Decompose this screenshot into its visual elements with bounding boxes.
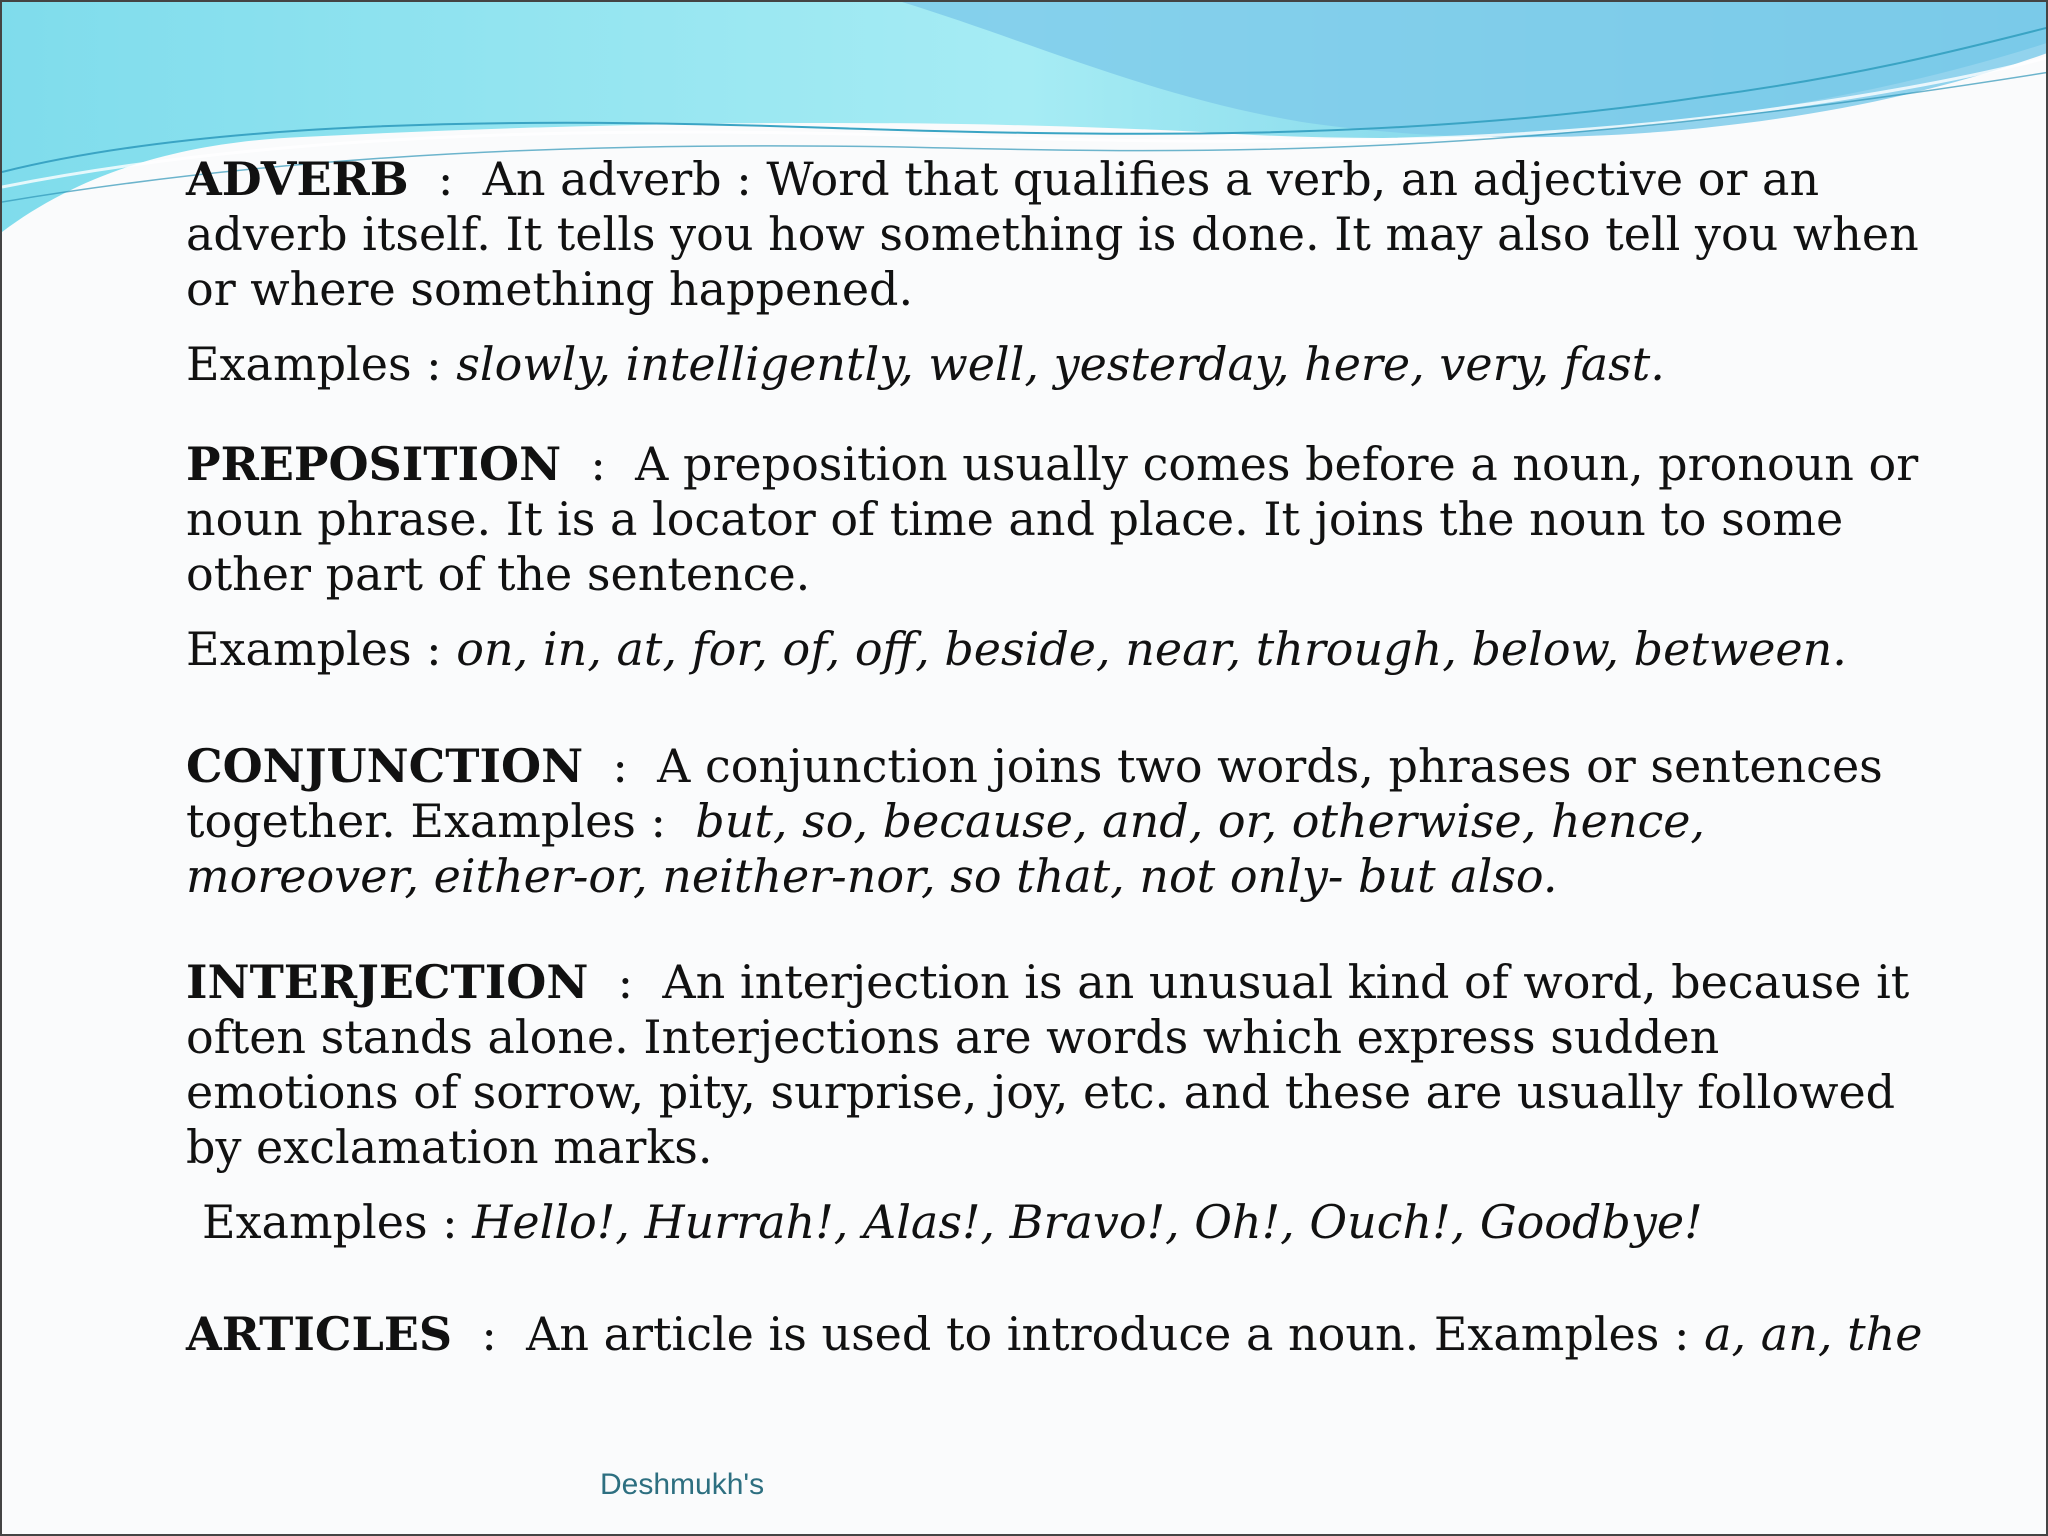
footer-author: Deshmukh's xyxy=(600,1468,765,1501)
preposition-examples xyxy=(186,622,1847,677)
adverb-examples xyxy=(186,337,1665,392)
conjunction-examples-text: but, so, because, and, or, otherwise, hence, moreover, either-or, neither-nor, so that, not only- but also. xyxy=(186,794,1706,903)
adverb-separator: : xyxy=(408,152,483,206)
articles-separator: : xyxy=(452,1307,527,1361)
adverb-definition xyxy=(186,152,1926,317)
adverb-term: ADVERB xyxy=(186,152,409,206)
conjunction-separator: : xyxy=(583,739,658,793)
interjection-definition xyxy=(186,955,1926,1175)
conjunction-definition xyxy=(186,739,1926,904)
preposition-definition xyxy=(186,437,1926,602)
interjection-definition-text: An interjection is an unusual kind of word, because it often stands alone. Interjections are words which express sudden emotions of sorrow, pity, surprise, joy, etc. and these are usually followed by exclamation marks. xyxy=(186,955,1910,1174)
preposition-term: PREPOSITION xyxy=(186,437,562,491)
interjection-separator: : xyxy=(588,955,663,1009)
interjection-examples-text: Hello!, Hurrah!, Alas!, Bravo!, Oh!, Ouch!, Goodbye! xyxy=(472,1195,1703,1249)
articles-term: ARTICLES xyxy=(186,1307,453,1361)
adverb-definition-text: An adverb : Word that qualifies a verb, an adjective or an adverb itself. It tells you how something is done. It may also tell you when or where something happened. xyxy=(186,152,1919,316)
conjunction-term: CONJUNCTION xyxy=(186,739,584,793)
articles-definition-text: An article is used to introduce a noun. Examples : xyxy=(526,1307,1705,1361)
adverb-examples-text: slowly, intelligently, well, yesterday, here, very, fast. xyxy=(456,337,1665,391)
preposition-examples-label: Examples : xyxy=(186,622,457,676)
interjection-term: INTERJECTION xyxy=(186,955,589,1009)
conjunction-definition-text: A conjunction joins two words, phrases or sentences together. Examples : xyxy=(186,739,1898,848)
interjection-examples-label: Examples : xyxy=(202,1195,473,1249)
preposition-examples-text: on, in, at, for, of, off, beside, near, through, below, between. xyxy=(456,622,1847,676)
preposition-definition-text: A preposition usually comes before a noun, pronoun or noun phrase. It is a locator of time and place. It joins the noun to some other part of the sentence. xyxy=(186,437,1919,601)
adverb-examples-label: Examples : xyxy=(186,337,457,391)
articles-definition xyxy=(186,1307,1926,1362)
interjection-examples xyxy=(202,1195,1703,1250)
preposition-separator: : xyxy=(561,437,636,491)
articles-examples-text: a, an, the xyxy=(1704,1307,1923,1361)
